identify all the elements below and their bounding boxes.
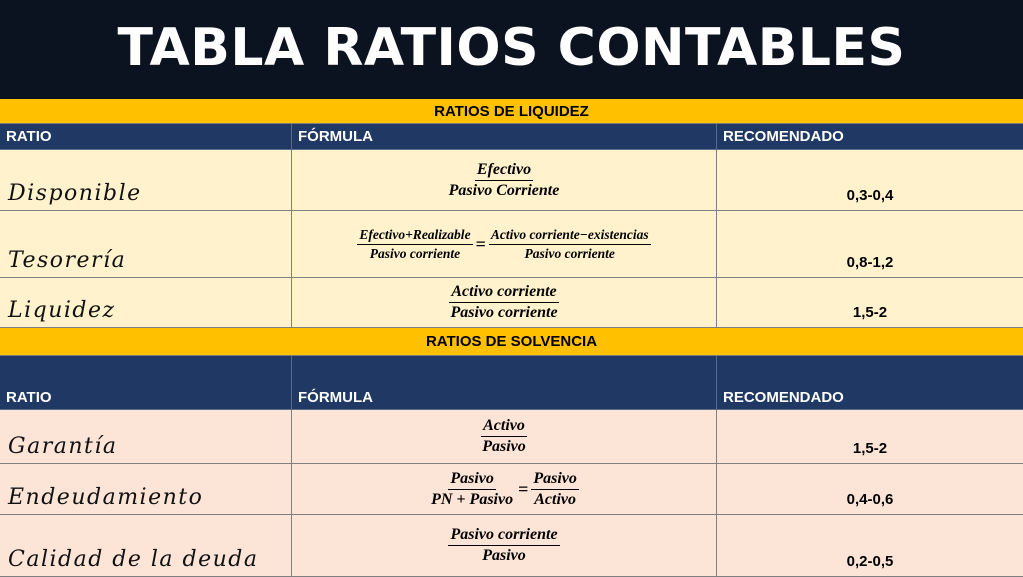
header-formula: FÓRMULA [292,356,717,410]
header-recommended: RECOMENDADO [717,356,1023,410]
section-liquidez-title: RATIOS DE LIQUIDEZ [434,102,589,120]
table-row [0,515,1023,577]
numerator: Efectivo [475,161,533,181]
fraction [429,470,515,509]
numerator: Activo corriente−existencias [489,227,651,245]
formula [292,211,716,277]
formula [292,464,716,514]
recommended-value: 0,3-0,4 [846,187,894,204]
denominator: Activo [534,490,577,508]
section-solvencia-title: RATIOS DE SOLVENCIA [425,333,598,350]
formula [292,515,716,576]
equals-sign: = [518,478,529,499]
ratio-name: Garantía [8,434,118,459]
denominator: Pasivo [482,547,526,564]
denominator: Pasivo [482,438,526,455]
fraction [448,526,559,565]
table-row [0,211,1023,278]
denominator: Pasivo Corriente [448,181,560,199]
fraction [447,161,562,200]
header-ratio: RATIO [0,124,292,150]
formula [292,410,716,463]
title-bar [0,0,1023,99]
table-row [0,410,1023,464]
ratio-name: Calidad de la deuda [8,547,259,572]
header-ratio: RATIO [0,356,292,410]
page-title: TABLA RATIOS CONTABLES [117,17,906,78]
numerator: Pasivo corriente [448,526,559,546]
numerator: Pasivo [448,470,496,490]
section-solvencia [0,328,1023,356]
ratio-name: Endeudamiento [8,485,204,510]
table-row [0,150,1023,211]
ratio-name: Disponible [8,181,142,206]
numerator: Pasivo [531,470,579,490]
equals-sign: = [475,233,486,254]
recommended-value: 1,5-2 [852,440,888,457]
table-row [0,464,1023,515]
section-liquidez [0,99,1023,124]
denominator: Pasivo corriente [450,304,558,321]
ratios-table [0,99,1023,577]
formula [292,278,716,327]
denominator: Pasivo corriente [369,245,461,261]
header-recommended: RECOMENDADO [717,124,1023,150]
numerator: Activo [481,417,527,437]
header-formula: FÓRMULA [292,124,717,150]
fraction [357,227,472,262]
recommended-value: 0,4-0,6 [846,491,894,508]
denominator: PN + Pasivo [431,490,514,508]
ratio-name: Liquidez [8,298,116,323]
header-row-solvencia [0,356,1023,410]
formula [292,150,716,210]
recommended-value: 0,2-0,5 [846,553,894,570]
fraction [489,227,651,262]
numerator: Activo corriente [449,283,558,303]
fraction [531,470,579,509]
recommended-value: 0,8-1,2 [846,254,894,271]
recommended-value: 1,5-2 [852,304,888,321]
numerator: Efectivo+Realizable [357,227,472,245]
denominator: Pasivo corriente [524,245,615,261]
table-row [0,278,1023,328]
header-row-liquidez [0,124,1023,150]
fraction [448,283,559,322]
fraction [480,417,528,456]
ratio-name: Tesorería [8,248,127,273]
